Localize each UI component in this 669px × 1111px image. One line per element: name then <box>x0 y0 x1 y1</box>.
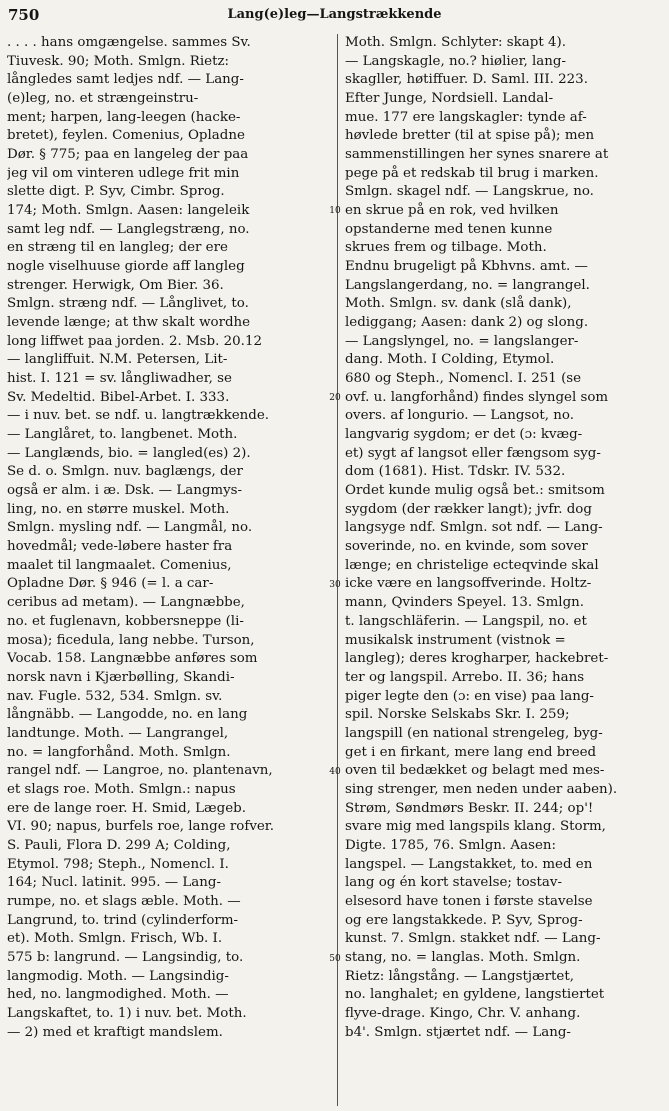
text-line: t. langschläferin. — Langspil, no. et <box>345 613 587 629</box>
text-line: mue. 177 ere langskagler: tynde af- <box>345 109 587 125</box>
text-line: nav. Fugle. 532, 534. Smlgn. sv. <box>7 688 223 704</box>
text-line: (e)leg, no. et strængeinstru- <box>7 91 199 107</box>
line-number: 40 <box>329 766 341 777</box>
text-line: rumpe, no. et slags æble. Moth. — <box>7 893 241 909</box>
text-line: b4'. Smlgn. stjærtet ndf. — Lang- <box>345 1024 571 1040</box>
text-line: dom (1681). Hist. Tdskr. IV. 532. <box>345 464 566 480</box>
text-line: sing strenger, men neden under aaben). <box>345 781 618 797</box>
text-line: et slags roe. Moth. Smlgn.: napus <box>7 781 236 797</box>
text-line: overs. af longurio. — Langsot, no. <box>345 408 574 424</box>
text-line: långledes samt ledjes ndf. — Lang- <box>7 72 244 88</box>
text-line: musikalsk instrument (vistnok = <box>345 632 566 648</box>
text-line: samt leg ndf. — Langlegstræng, no. <box>7 221 250 237</box>
line-number: 50 <box>329 953 341 964</box>
text-line: Vocab. 158. Langnæbbe anføres som <box>7 651 258 667</box>
text-line: Langrund, to. trind (cylinderform- <box>7 912 239 928</box>
text-line: sammenstillingen her synes snarere at <box>345 147 609 163</box>
text-line: langvarig sygdom; er det (ɔ: kvæg- <box>345 427 583 443</box>
text-line: også er alm. i æ. Dsk. — Langmys- <box>7 483 243 499</box>
text-line: get i en firkant, mere lang end breed <box>345 744 597 760</box>
text-line: hovedmål; vede-løbere haster fra <box>7 539 233 555</box>
line-number: 20 <box>329 393 341 404</box>
running-head: Lang(e)leg—Langstrækkende <box>227 7 442 22</box>
text-line: hed, no. langmodighed. Moth. — <box>7 987 229 1003</box>
text-line: ling, no. en større muskel. Moth. <box>7 501 230 517</box>
text-line: Etymol. 798; Steph., Nomencl. I. <box>7 856 229 872</box>
text-line: Smlgn. stræng ndf. — Långlivet, to. <box>7 296 249 312</box>
text-line: long liffwet paa jorden. 2. Msb. 20.12 <box>7 333 262 349</box>
text-line: Se d. o. Smlgn. nuv. baglængs, der <box>7 464 243 480</box>
text-line: — Langlænds, bio. = langled(es) 2). <box>7 445 251 461</box>
text-line: Moth. Smlgn. sv. dank (slå dank), <box>345 296 572 312</box>
text-line: sygdom (der rækker langt); jvfr. dog <box>345 501 592 517</box>
text-line: Langslangerdang, no. = langrangel. <box>345 277 590 293</box>
text-line: kunst. 7. Smlgn. stakket ndf. — Lang- <box>345 931 601 947</box>
text-line: Smlgn. mysling ndf. — Langmål, no. <box>7 520 253 536</box>
text-line: skagller, høtiffuer. D. Saml. III. 223. <box>345 72 588 88</box>
text-line: — Langslyngel, no. = langslanger- <box>345 333 579 349</box>
text-line: en skrue på en rok, ved hvilken <box>345 203 559 219</box>
text-line: Endnu brugeligt på Kbhvns. amt. — <box>345 259 588 275</box>
text-line: Moth. Smlgn. Schlyter: skapt 4). <box>345 35 566 50</box>
text-line: og ere langstakkede. P. Syv, Sprog- <box>345 912 583 928</box>
text-line: no. langhalet; en gyldene, langstiertet <box>345 987 605 1003</box>
text-line: langspill (en national strengeleg, byg- <box>345 725 603 741</box>
text-line: Tiuvesk. 90; Moth. Smlgn. Rietz: <box>7 53 230 69</box>
text-line: slette digt. P. Syv, Cimbr. Sprog. <box>7 184 225 200</box>
text-line: høvlede bretter (til at spise på); men <box>345 128 595 144</box>
text-line: ment; harpen, lang-leegen (hacke- <box>7 109 241 125</box>
text-line: Strøm, Søndmørs Beskr. II. 244; op'! <box>345 800 594 816</box>
text-line: no. = langforhånd. Moth. Smlgn. <box>7 744 231 760</box>
text-line: Sv. Medeltid. Bibel-Arbet. I. 333. <box>7 389 230 405</box>
text-line: langsyge ndf. Smlgn. sot ndf. — Lang- <box>345 520 603 536</box>
text-line: 575 b: langrund. — Langsindig, to. <box>7 949 244 965</box>
text-line: Efter Junge, Nordsiell. Landal- <box>345 91 554 107</box>
text-line: Opladne Dør. § 946 (= l. a car- <box>7 576 214 592</box>
text-line: ere de lange roer. H. Smid, Lægeb. <box>7 800 246 816</box>
text-line: elsesord have tonen i første stavelse <box>345 893 593 909</box>
text-line: S. Pauli, Flora D. 299 A; Colding, <box>7 837 231 853</box>
text-line: piger legte den (ɔ: en vise) paa lang- <box>345 688 594 704</box>
text-line: 164; Nucl. latinit. 995. — Lang- <box>7 875 222 891</box>
text-line: 174; Moth. Smlgn. Aasen: langeleik <box>7 203 250 219</box>
text-line: VI. 90; napus, burfels roe, lange rofver. <box>7 819 274 835</box>
text-line: . . . . hans omgængelse. sammes Sv. <box>7 35 251 50</box>
text-line: soverinde, no. en kvinde, som sover <box>345 539 588 555</box>
text-line: spil. Norske Selskabs Skr. I. 259; <box>345 707 570 723</box>
text-line: — 2) med et kraftigt mandslem. <box>7 1024 223 1040</box>
text-line: et) sygt af langsot eller fængsom syg- <box>345 445 601 461</box>
text-line: bretet), feylen. Comenius, Opladne <box>7 128 245 144</box>
line-number: 30 <box>329 580 341 591</box>
text-line: en stræng til en langleg; der ere <box>7 240 228 256</box>
text-line: icke være en langsoffverinde. Holtz- <box>345 576 592 592</box>
text-line: et). Moth. Smlgn. Frisch, Wb. I. <box>7 931 223 947</box>
text-line: levende længe; at thw skalt wordhe <box>7 315 251 331</box>
column-divider <box>337 34 338 1106</box>
text-line: mann, Qvinders Speyel. 13. Smlgn. <box>345 595 585 611</box>
text-line: hist. I. 121 = sv. långliwadher, se <box>7 371 232 387</box>
text-line: 680 og Steph., Nomencl. I. 251 (se <box>345 371 582 387</box>
text-line: Digte. 1785, 76. Smlgn. Aasen: <box>345 837 557 853</box>
text-line: lediggang; Aasen: dank 2) og slong. <box>345 315 589 331</box>
left-column <box>7 34 331 1106</box>
text-line: opstanderne med tenen kunne <box>345 221 553 237</box>
text-line: — langliffuit. N.M. Petersen, Lit- <box>7 352 228 368</box>
text-line: lang og én kort stavelse; tostav- <box>345 875 562 891</box>
text-line: svare mig med langspils klang. Storm, <box>345 819 606 835</box>
text-line: skrues frem og tilbage. Moth. <box>345 240 547 256</box>
line-number: 10 <box>329 206 341 217</box>
text-line: — i nuv. bet. se ndf. u. langtrækkende. <box>7 408 270 424</box>
text-line: no. et fuglenavn, kobbersneppe (li- <box>7 613 244 629</box>
text-line: Ordet kunde mulig også bet.: smitsom <box>345 483 605 499</box>
text-line: Rietz: långstång. — Langstjærtet, <box>345 968 574 984</box>
text-line: Langskaftet, to. 1) i nuv. bet. Moth. <box>7 1005 247 1021</box>
text-line: ceribus ad metam). — Langnæbbe, <box>7 595 245 611</box>
text-line: ter og langspil. Arrebo. II. 36; hans <box>345 669 585 685</box>
text-line: nogle viselhuuse giorde aff langleg <box>7 259 245 275</box>
text-line: — Langskagle, no.? hiølier, lang- <box>345 53 567 69</box>
text-line: norsk navn i Kjærbølling, Skandi- <box>7 669 235 685</box>
right-column <box>345 34 665 1106</box>
text-line: långnäbb. — Langodde, no. en lang <box>7 707 248 723</box>
text-line: længe; en christelige ecteqvinde skal <box>345 557 599 573</box>
page-header <box>0 0 669 28</box>
text-line: jeg vil om vinteren udlege frit min <box>7 165 240 181</box>
text-line: maalet til langmaalet. Comenius, <box>7 557 232 573</box>
text-line: strenger. Herwigk, Om Bier. 36. <box>7 277 224 293</box>
text-line: pege på et redskab til brug i marken. <box>345 165 599 181</box>
text-line: Dør. § 775; paa en langeleg der paa <box>7 147 249 163</box>
text-line: langspel. — Langstakket, to. med en <box>345 856 593 872</box>
text-line: flyve-drage. Kingo, Chr. V. anhang. <box>345 1005 581 1021</box>
text-line: Smlgn. skagel ndf. — Langskrue, no. <box>345 184 594 200</box>
text-line: langmodig. Moth. — Langsindig- <box>7 968 229 984</box>
text-line: landtunge. Moth. — Langrangel, <box>7 725 229 741</box>
text-line: — Langlåret, to. langbenet. Moth. <box>7 427 238 443</box>
text-line: ovf. u. langforhånd) findes slyngel som <box>345 389 609 405</box>
text-line: dang. Moth. I Colding, Etymol. <box>345 352 555 368</box>
page-number: 750 <box>8 6 40 24</box>
text-line: oven til bedækket og belagt med mes- <box>345 763 605 779</box>
text-line: stang, no. = langlas. Moth. Smlgn. <box>345 949 581 965</box>
text-line: rangel ndf. — Langroe, no. plantenavn, <box>7 763 273 779</box>
text-line: mosa); ficedula, lang nebbe. Turson, <box>7 632 255 648</box>
text-line: langleg); deres krogharper, hackebret- <box>345 651 609 667</box>
